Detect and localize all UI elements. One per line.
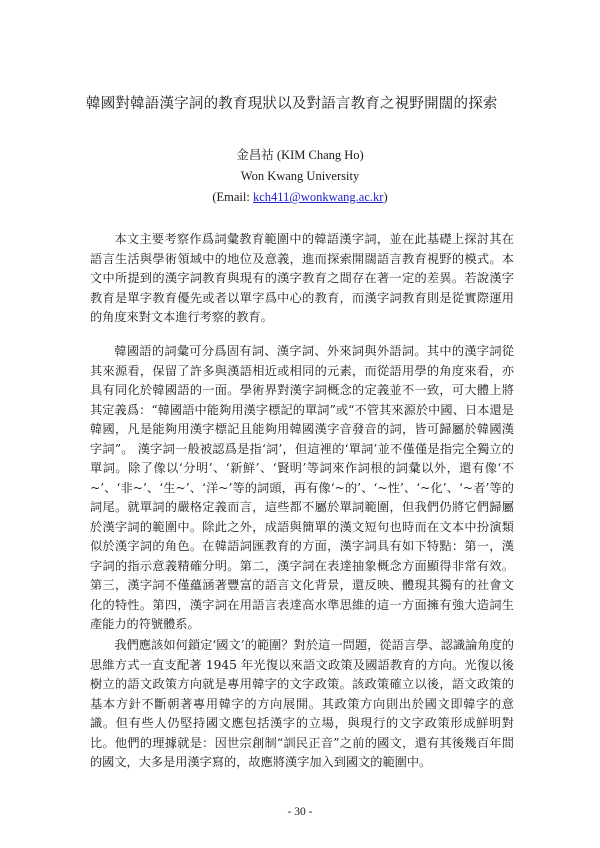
author-affiliation: Won Kwang University	[240, 169, 360, 183]
email-prefix: (Email:	[212, 190, 253, 204]
email-suffix: )	[383, 190, 388, 204]
author-block	[0, 145, 600, 208]
abstract-paragraph-1: 本文主要考察作爲詞彙教育範圍中的韓語漢字詞，並在此基礎上探討其在語言生活與學術領域中的地位及意義，進而探索開闊語言教育視野的模式。本文中所提到的漢字詞教育與現有的漢字教育之間存在著一定的差異。若說漢字教育是單字教育優先或者以單字爲中心的教育，而漢字詞教育則是從實際運用的角度來對文本進行考察的教育。	[90, 232, 514, 324]
author-email-line	[0, 187, 600, 208]
email-link[interactable]: kch411@wonkwang.ac.kr	[252, 190, 384, 204]
abstract-paragraph-2: 韓國語的詞彙可分爲固有詞、漢字詞、外來詞與外語詞。其中的漢字詞從其來源看，保留了許多與漢語相近或相同的元素，而從語用學的角度來看，亦具有同化於韓國語的一面。學術界對漢字詞概念的定義並不一致，可大體上將其定義爲：“韓國語中能夠用漢字標記的單詞”或“不管其來源於中國、日本還是韓國，凡是能夠用漢字標記且能夠用韓國漢字音發音的詞，皆可歸屬於韓國漢字詞”。 漢字詞一般被認爲是指‘詞’，但這裡的‘單詞’並不僅僅是指完全獨立的單詞。除了像以‘分明’、‘新鮮’、‘賢明’等詞來作詞根的詞彙以外，還有像‘不~’、‘非~’、‘生~’、‘洋~’等的詞頭，再有像‘~的’、‘~性’、‘~化’、‘~者’等的詞尾。就單詞的嚴格定義而言，這些都不屬於單詞範圍，但我們仍將它們歸屬於漢字詞的範圍中。除此之外，成語與簡單的漢文短句也時而在文本中扮演類似於漢字詞的角色。在韓語詞匯教育的方面，漢字詞具有如下特點：第一，漢字詞的指示意義精確分明。第二，漢字詞在表達抽象概念方面顯得非常有效。第三，漢字詞不僅蘊涵著豐富的語言文化背景，還反映、體現其獨有的社會文化的特性。第四，漢字詞在用語言表達高水準思維的這一方面擁有強大造詞生產能力的符號體系。	[90, 344, 514, 631]
page-number: - 30 -	[287, 806, 313, 818]
abstract-paragraph-3: 我們應該如何鎖定‘國文’的範圍？對於這一問題，從語言學、認識論角度的思維方式一直支配著 1945 年光復以來語文政策及國語教育的方向。光復以後樹立的語文政策方向就是專用韓字的文字政策。該政策確立以後，語文政策的基本方針不斷朝著專用韓字的方向展開。其政策方向則出於國文即韓字的意識。但有些人仍堅持國文應包括漢字的立場，與現行的文字政策形成鮮明對比。他們的理據就是：因世宗創制“訓民正音”之前的國文，還有其後幾百年間的國文，大多是用漢字寫的，故應將漢字加入到國文的範圍中。	[90, 638, 514, 769]
author-name: 金昌祜 (KIM Chang Ho)	[236, 148, 364, 162]
paper-title: 韓國對韓語漢字詞的教育現狀以及對語言教育之視野開闊的探索	[86, 96, 498, 112]
